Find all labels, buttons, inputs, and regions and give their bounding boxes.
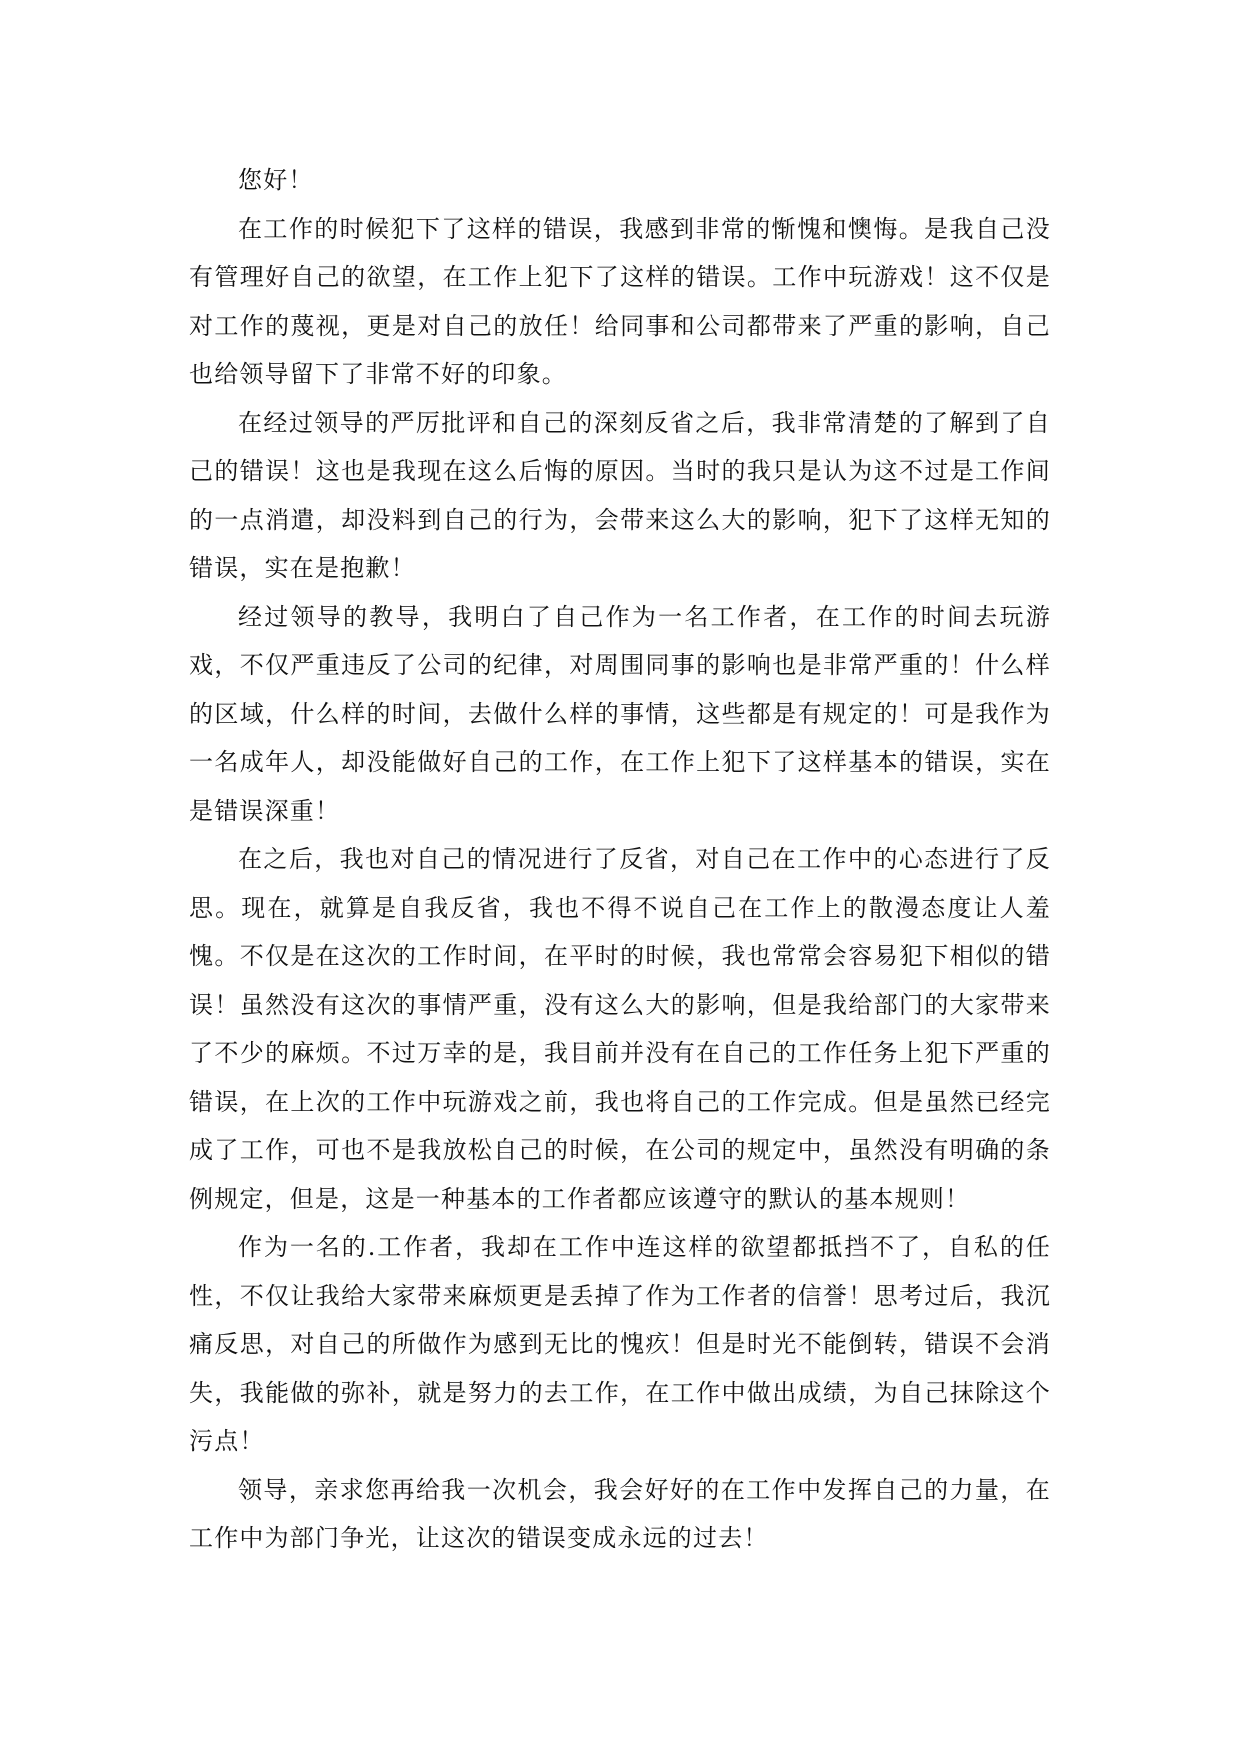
letter-body — [189, 156, 1051, 1563]
paragraph: 作为一名的.工作者，我却在工作中连这样的欲望都抵挡不了，自私的任性，不仅让我给大家带来麻烦更是丢掉了作为工作者的信誉！思考过后，我沉痛反思，对自己的所做作为感到无比的愧疚！但是时光不能倒转，错误不会消失，我能做的弥补，就是努力的去工作，在工作中做出成绩，为自己抹除这个污点！ — [189, 1233, 1051, 1455]
paragraph: 经过领导的教导，我明白了自己作为一名工作者，在工作的时间去玩游戏，不仅严重违反了公司的纪律，对周围同事的影响也是非常严重的！什么样的区域，什么样的时间，去做什么样的事情，这些都是有规定的！可是我作为一名成年人，却没能做好自己的工作，在工作上犯下了这样基本的错误，实在是错误深重！ — [189, 602, 1051, 825]
paragraph: 在之后，我也对自己的情况进行了反省，对自己在工作中的心态进行了反思。现在，就算是自我反省，我也不得不说自己在工作上的散漫态度让人羞愧。不仅是在这次的工作时间，在平时的时候，我也常常会容易犯下相似的错误！虽然没有这次的事情严重，没有这么大的影响，但是我给部门的大家带来了不少的麻烦。不过万幸的是，我目前并没有在自己的工作任务上犯下严重的错误，在上次的工作中玩游戏之前，我也将自己的工作完成。但是虽然已经完成了工作，可也不是我放松自己的时候，在公司的规定中，虽然没有明确的条例规定，但是，这是一种基本的工作者都应该遵守的默认的基本规则！ — [189, 845, 1051, 1213]
paragraph: 在经过领导的严厉批评和自己的深刻反省之后，我非常清楚的了解到了自己的错误！这也是我现在这么后悔的原因。当时的我只是认为这不过是工作间的一点消遣，却没料到自己的行为，会带来这么大的影响，犯下了这样无知的错误，实在是抱歉！ — [189, 408, 1051, 582]
paragraph: 领导，亲求您再给我一次机会，我会好好的在工作中发挥自己的力量，在工作中为部门争光，让这次的错误变成永远的过去！ — [189, 1475, 1051, 1552]
paragraph: 在工作的时候犯下了这样的错误，我感到非常的惭愧和懊悔。是我自己没有管理好自己的欲望，在工作上犯下了这样的错误。工作中玩游戏！这不仅是对工作的蔑视，更是对自己的放任！给同事和公司都带来了严重的影响，自己也给领导留下了非常不好的印象。 — [189, 214, 1051, 388]
greeting: 您好！ — [238, 166, 314, 194]
